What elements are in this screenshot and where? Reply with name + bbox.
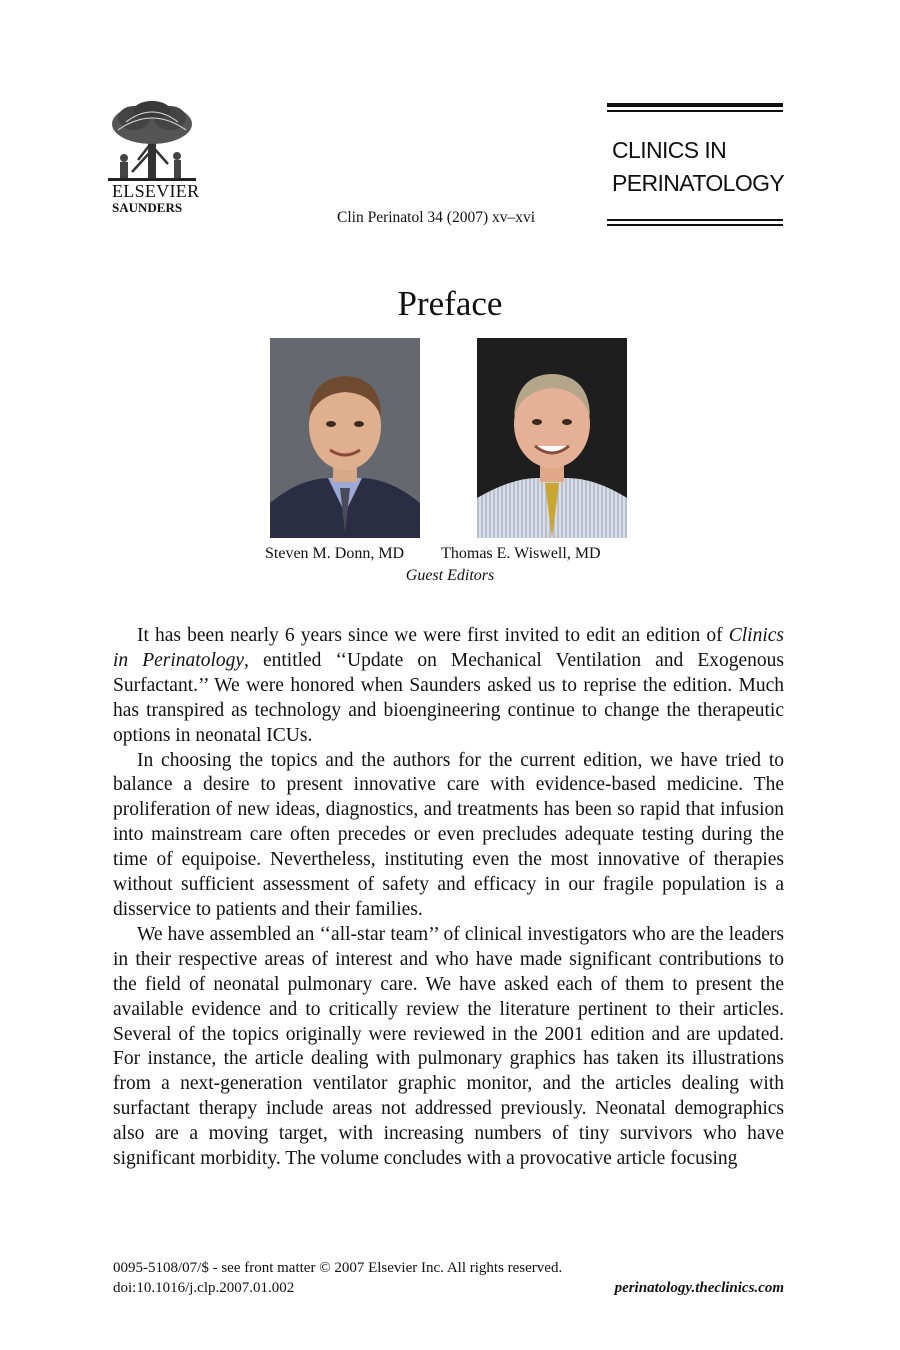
preface-body [113,624,784,1172]
publisher-logo [108,100,204,215]
footer-doi: doi:10.1016/j.clp.2007.01.002 [113,1280,295,1296]
page-footer [113,1258,784,1298]
editor-name-1: Steven M. Donn, MD [265,545,405,562]
editor-name-2: Thomas E. Wiswell, MD [441,545,601,562]
paragraph-1-rest: , entitled ‘‘Update on Mechanical Ventilation and Exogenous Surfactant.’’ We were honored when Saunders asked us to reprise the edition. Much has transpired as technology and bioengineering continue to change the therapeutic options in neonatal ICUs. [113,649,785,746]
journal-title-line1: CLINICS IN [612,137,727,163]
page-title: Preface [397,284,503,323]
bottom-rule-thin [607,219,783,221]
editor-photo-donn [270,338,420,538]
footer-copyright: 0095-5108/07/$ - see front matter © 2007 Elsevier Inc. All rights reserved. [113,1260,563,1276]
editors-role: Guest Editors [405,567,495,584]
paragraph-2: In choosing the topics and the authors for the current edition, we have tried to balance a desire to present innovative care with evidence-based medicine. The proliferation of new ideas, diagnostics, and treatments has been so rapid that infusion into mainstream care often precedes or even precludes adequate testing during the time of equipoise. Nevertheless, instituting even the most innovative of therapies without sufficient assessment of safety and efficacy in our fragile population is a disservice to patients and their families. [113,749,784,920]
publisher-imprint: SAUNDERS [112,200,183,215]
journal-reference: Clinics in Perinatology [113,625,784,671]
footer-url[interactable]: perinatology.theclinics.com [614,1280,784,1296]
editor-names [265,545,601,563]
publisher-name: ELSEVIER [112,181,200,201]
journal-header [607,103,783,226]
bottom-rule-thin-2 [607,224,783,226]
paragraph-3: We have assembled an ‘‘all-star team’’ of clinical investigators who are the leaders in their respective areas of interest and who have made significant contributions to the field of neonatal pulmonary care. We have asked each of them to present the available evidence and to critically review the literature pertinent to their articles. Several of the topics originally were reviewed in the 2001 edition and are updated. For instance, the article dealing with pulmonary graphics has taken its illustrations from a next-generation ventilator graphic monitor, and the articles dealing with surfactant therapy include areas not addressed previously. Neonatal demographics also are a moving target, with increasing numbers of tiny survivors who have significant morbidity. The volume concludes with a provocative article focusing [113,923,784,1170]
journal-title [607,112,783,219]
top-rule-thick [607,103,783,107]
editor-photo-wiswell [477,338,627,538]
paragraph-1-lead: It has been nearly 6 years since we were first invited to edit an edition of [137,625,729,646]
elsevier-tree-icon [108,100,196,182]
journal-title-line2: PERINATOLOGY [612,170,785,196]
paragraph-1 [113,624,784,749]
journal-citation: Clin Perinatol 34 (2007) xv–xvi [337,209,536,226]
